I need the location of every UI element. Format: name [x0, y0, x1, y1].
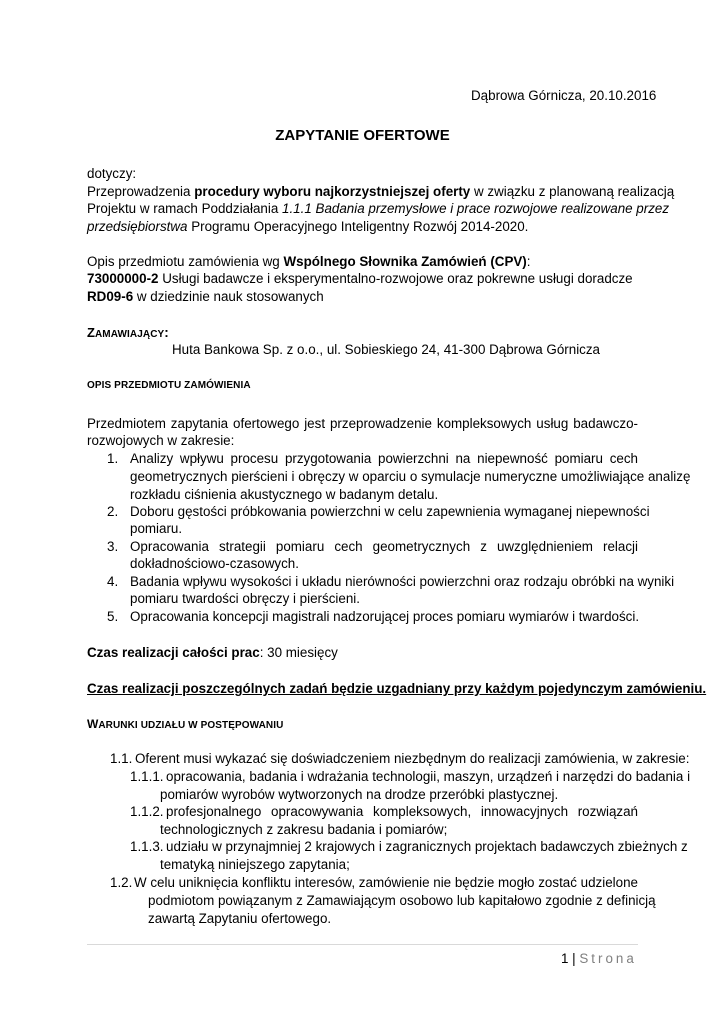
czas-zadan: Czas realizacji poszczególnych zadań będzie uzgadniany przy każdym pojedynczym zamówieniu.: [87, 681, 707, 696]
item-1-1-3-line-1: udziału w przynajmniej 2 krajowych i zagranicznych projektach badawczych zbieżnych z: [166, 839, 688, 854]
item-1-1-1-line-1: opracowania, badania i wdrażania technologii, maszyn, urządzeń i narzędzi do badania i: [166, 769, 691, 784]
item-1-1-1-number: 1.1.1.: [130, 769, 164, 784]
list-item-1-line-2: geometrycznych pierścieni i obręczy w oparciu o symulacje numeryczne umożliwiające analizę: [130, 469, 691, 484]
item-1-1-3-line-2: tematyką niniejszego zapytania;: [160, 857, 350, 872]
item-1-2-line-3: zawartą Zapytaniu ofertowego.: [148, 911, 332, 926]
list-item-5-line-1: Opracowania koncepcji magistrali nadzorującej proces pomiaru wymiarów i twardości.: [130, 609, 640, 624]
list-item-2-line-2: pomiaru.: [130, 521, 183, 536]
list-item-number: 1.: [107, 451, 119, 466]
intro-line-1: Przeprowadzenia procedury wyboru najkorzystniejszej oferty w związku z planowaną realizacją: [87, 184, 675, 199]
cpv-code-2: RD09-6 w dziedzinie nauk stosowanych: [87, 289, 324, 304]
list-item-4-line-1: Badania wpływu wysokości i układu nierówności powierzchni oraz rodzaju obróbki na wyniki: [130, 574, 675, 589]
place-date: Dąbrowa Górnicza, 20.10.2016: [471, 88, 657, 103]
item-1-1-2-line-1: profesjonalnego opracowywania kompleksowych, innowacyjnych rozwiązań: [166, 804, 638, 819]
opis-paragraph-1: Przedmiotem zapytania ofertowego jest przeprowadzenie kompleksowych usług badawczo-: [87, 416, 638, 431]
page-footer: 1 | Strona: [561, 951, 637, 966]
intro-line-2: Projektu w ramach Poddziałania 1.1.1 Badania przemysłowe i prace rozwojowe realizowane przez: [87, 201, 670, 216]
list-item-number: 2.: [107, 504, 119, 519]
list-item-2-line-1: Doboru gęstości próbkowania powierzchni w celu zapewnienia wymaganej niepewności: [130, 504, 650, 519]
cpv-code-1: 73000000-2 Usługi badawcze i eksperymentalno-rozwojowe oraz pokrewne usługi doradcze: [87, 271, 633, 286]
czas-realizacji: Czas realizacji całości prac: 30 miesięcy: [87, 645, 338, 660]
footer-divider: [87, 944, 638, 945]
list-item-number: 4.: [107, 574, 119, 589]
list-item-1-line-1: Analizy wpływu procesu przygotowania powierzchni na niepewność pomiaru cech: [130, 451, 638, 466]
intro-dotyczy: dotyczy:: [87, 166, 137, 181]
item-1-1-2-line-2: technologicznych z zakresu badania i pomiarów;: [160, 822, 448, 837]
list-item-1-line-3: rozkładu ciśnienia akustycznego w badanym detalu.: [130, 487, 439, 502]
item-1-2-number: 1.2.: [110, 875, 133, 890]
page-label: Strona: [579, 951, 637, 966]
item-1-1-number: 1.1.: [110, 751, 133, 766]
list-item-number: 5.: [107, 609, 119, 624]
item-1-1-1-line-2: pomiarów wyrobów wytworzonych na drodze przeróbki plastycznej.: [160, 787, 559, 802]
list-item-3-line-1: Opracowania strategii pomiaru cech geometrycznych z uwzględnieniem relacji: [130, 539, 638, 554]
warunki-heading: WARUNKI UDZIAŁU W POSTĘPOWANIU: [87, 717, 284, 731]
zamawiajacy-address: Huta Bankowa Sp. z o.o., ul. Sobieskiego 24, 41-300 Dąbrowa Górnicza: [172, 342, 601, 357]
page-number: 1: [561, 951, 569, 966]
item-1-2-line-1: W celu uniknięcia konfliktu interesów, zamówienie nie będzie mogło zostać udzielone: [134, 875, 638, 890]
item-1-2-line-2: podmiotom powiązanym z Zamawiającym osobowo lub kapitałowo zgodnie z definicją: [148, 893, 656, 908]
item-1-1-text: Oferent musi wykazać się doświadczeniem niezbędnym do realizacji zamówienia, w zakresie:: [135, 751, 690, 766]
list-item-number: 3.: [107, 539, 119, 554]
cpv-line: Opis przedmiotu zamówienia wg Wspólnego Słownika Zamówień (CPV):: [87, 254, 531, 269]
zamawiajacy-heading: ZAMAWIAJĄCY:: [87, 325, 169, 340]
intro-line-3: przedsiębiorstwa Programu Operacyjnego Inteligentny Rozwój 2014-2020.: [87, 219, 529, 234]
list-item-3-line-2: dokładnościowo-czasowych.: [130, 556, 299, 571]
opis-heading: OPIS PRZEDMIOTU ZAMÓWIENIA: [87, 380, 251, 391]
item-1-1-2-number: 1.1.2.: [130, 804, 164, 819]
item-1-1-3-number: 1.1.3.: [130, 839, 164, 854]
page-title: ZAPYTANIE OFERTOWE: [275, 127, 450, 144]
opis-paragraph-2: rozwojowych w zakresie:: [87, 433, 235, 448]
list-item-4-line-2: pomiaru twardości obręczy i pierścieni.: [130, 591, 360, 606]
